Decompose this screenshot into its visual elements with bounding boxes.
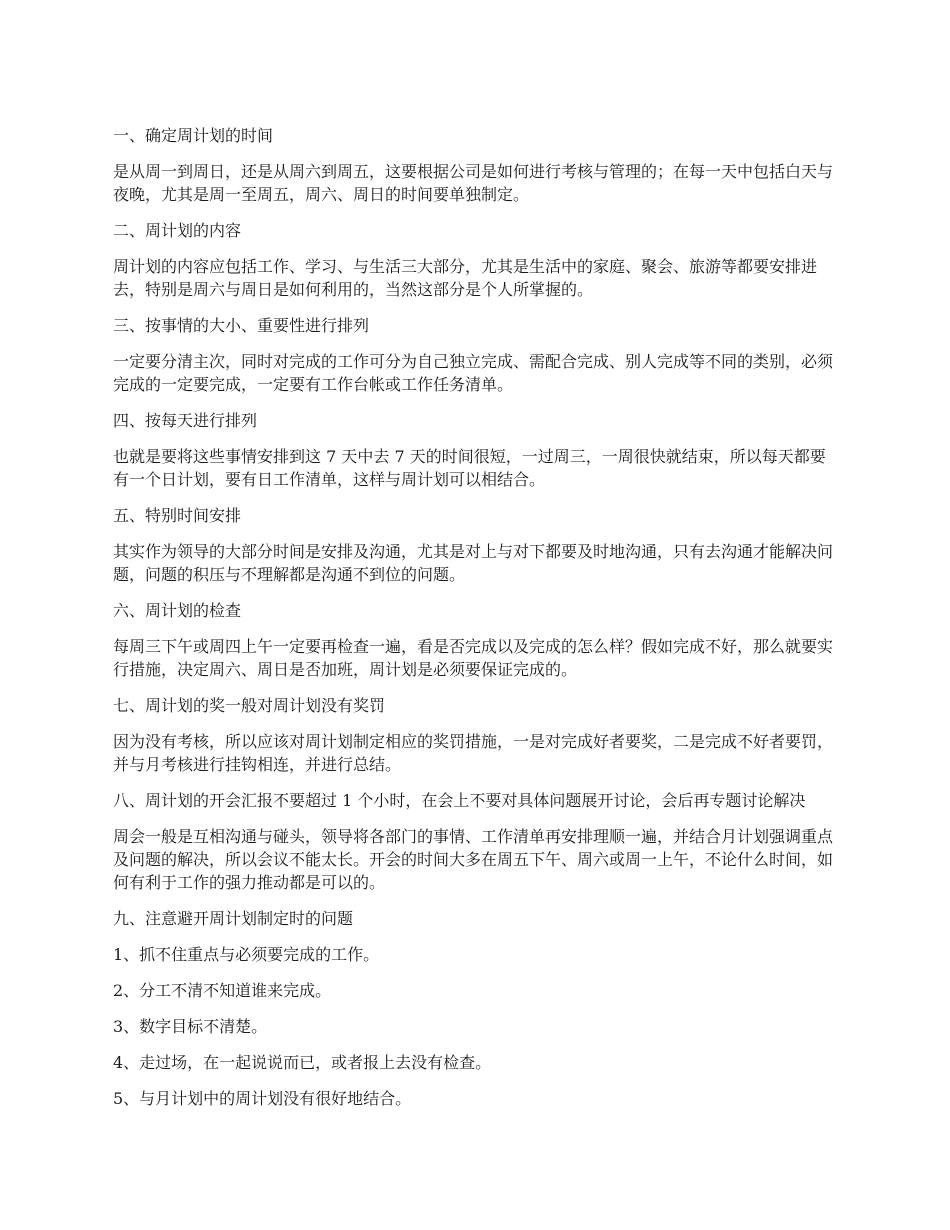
section-body: 周计划的内容应包括工作、学习、与生活三大部分，尤其是生活中的家庭、聚会、旅游等都要安排进去，特别是周六与周日是如何利用的，当然这部分是个人所掌握的。: [113, 257, 818, 299]
section-body: 一定要分清主次，同时对完成的工作可分为自己独立完成、需配合完成、别人完成等不同的类别，必须完成的一定要完成，一定要有工作台帐或工作任务清单。: [113, 352, 834, 394]
section-heading: 一、确定周计划的时间: [113, 126, 274, 145]
section-heading: 九、注意避开周计划制定时的问题: [113, 909, 354, 928]
section-body: 因为没有考核，所以应该对周计划制定相应的奖罚措施，一是对完成好者要奖，二是完成不好者要罚，并与月考核进行挂钩相连，并进行总结。: [113, 732, 834, 774]
section-heading: 三、按事情的大小、重要性进行排列: [113, 316, 370, 335]
list-item: 2、分工不清不知道谁来完成。: [113, 981, 332, 1000]
section-body: 其实作为领导的大部分时间是安排及沟通，尤其是对上与对下都要及时地沟通，只有去沟通才能解决问题，问题的积压与不理解都是沟通不到位的问题。: [113, 542, 834, 584]
section-body: 周会一般是互相沟通与碰头，领导将各部门的事情、工作清单再安排理顺一遍，并结合月计划强调重点及问题的解决，所以会议不能太长。开会的时间大多在周五下午、周六或周一上午，不论什么时间，如何有利于工作的强力推动都是可以的。: [113, 827, 834, 892]
list-item: 1、抓不住重点与必须要完成的工作。: [113, 945, 380, 964]
section-heading: 六、周计划的检查: [113, 601, 242, 620]
list-item: 3、数字目标不清楚。: [113, 1017, 268, 1036]
section-body: 也就是要将这些事情安排到这 7 天中去 7 天的时间很短，一过周三，一周很快就结束，所以每天都要有一个日计划，要有日工作清单，这样与周计划可以相结合。: [113, 447, 826, 489]
section-body: 每周三下午或周四上午一定要再检查一遍，看是否完成以及完成的怎么样？假如完成不好，那么就要实行措施，决定周六、周日是否加班，周计划是必须要保证完成的。: [113, 637, 834, 679]
section-heading: 七、周计划的奖一般对周计划没有奖罚: [113, 696, 386, 715]
list-item: 4、走过场，在一起说说而已，或者报上去没有检查。: [113, 1053, 492, 1072]
section-heading: 八、周计划的开会汇报不要超过 1 个小时，在会上不要对具体问题展开讨论，会后再专题讨论解决: [113, 791, 806, 810]
document-body: [113, 124, 841, 1123]
section-heading: 二、周计划的内容: [113, 221, 242, 240]
section-body: 是从周一到周日，还是从周六到周五，这要根据公司是如何进行考核与管理的；在每一天中包括白天与夜晚，尤其是周一至周五，周六、周日的时间要单独制定。: [113, 162, 834, 204]
section-heading: 四、按每天进行排列: [113, 411, 258, 430]
list-item: 5、与月计划中的周计划没有很好地结合。: [113, 1089, 412, 1108]
section-heading: 五、特别时间安排: [113, 506, 242, 525]
